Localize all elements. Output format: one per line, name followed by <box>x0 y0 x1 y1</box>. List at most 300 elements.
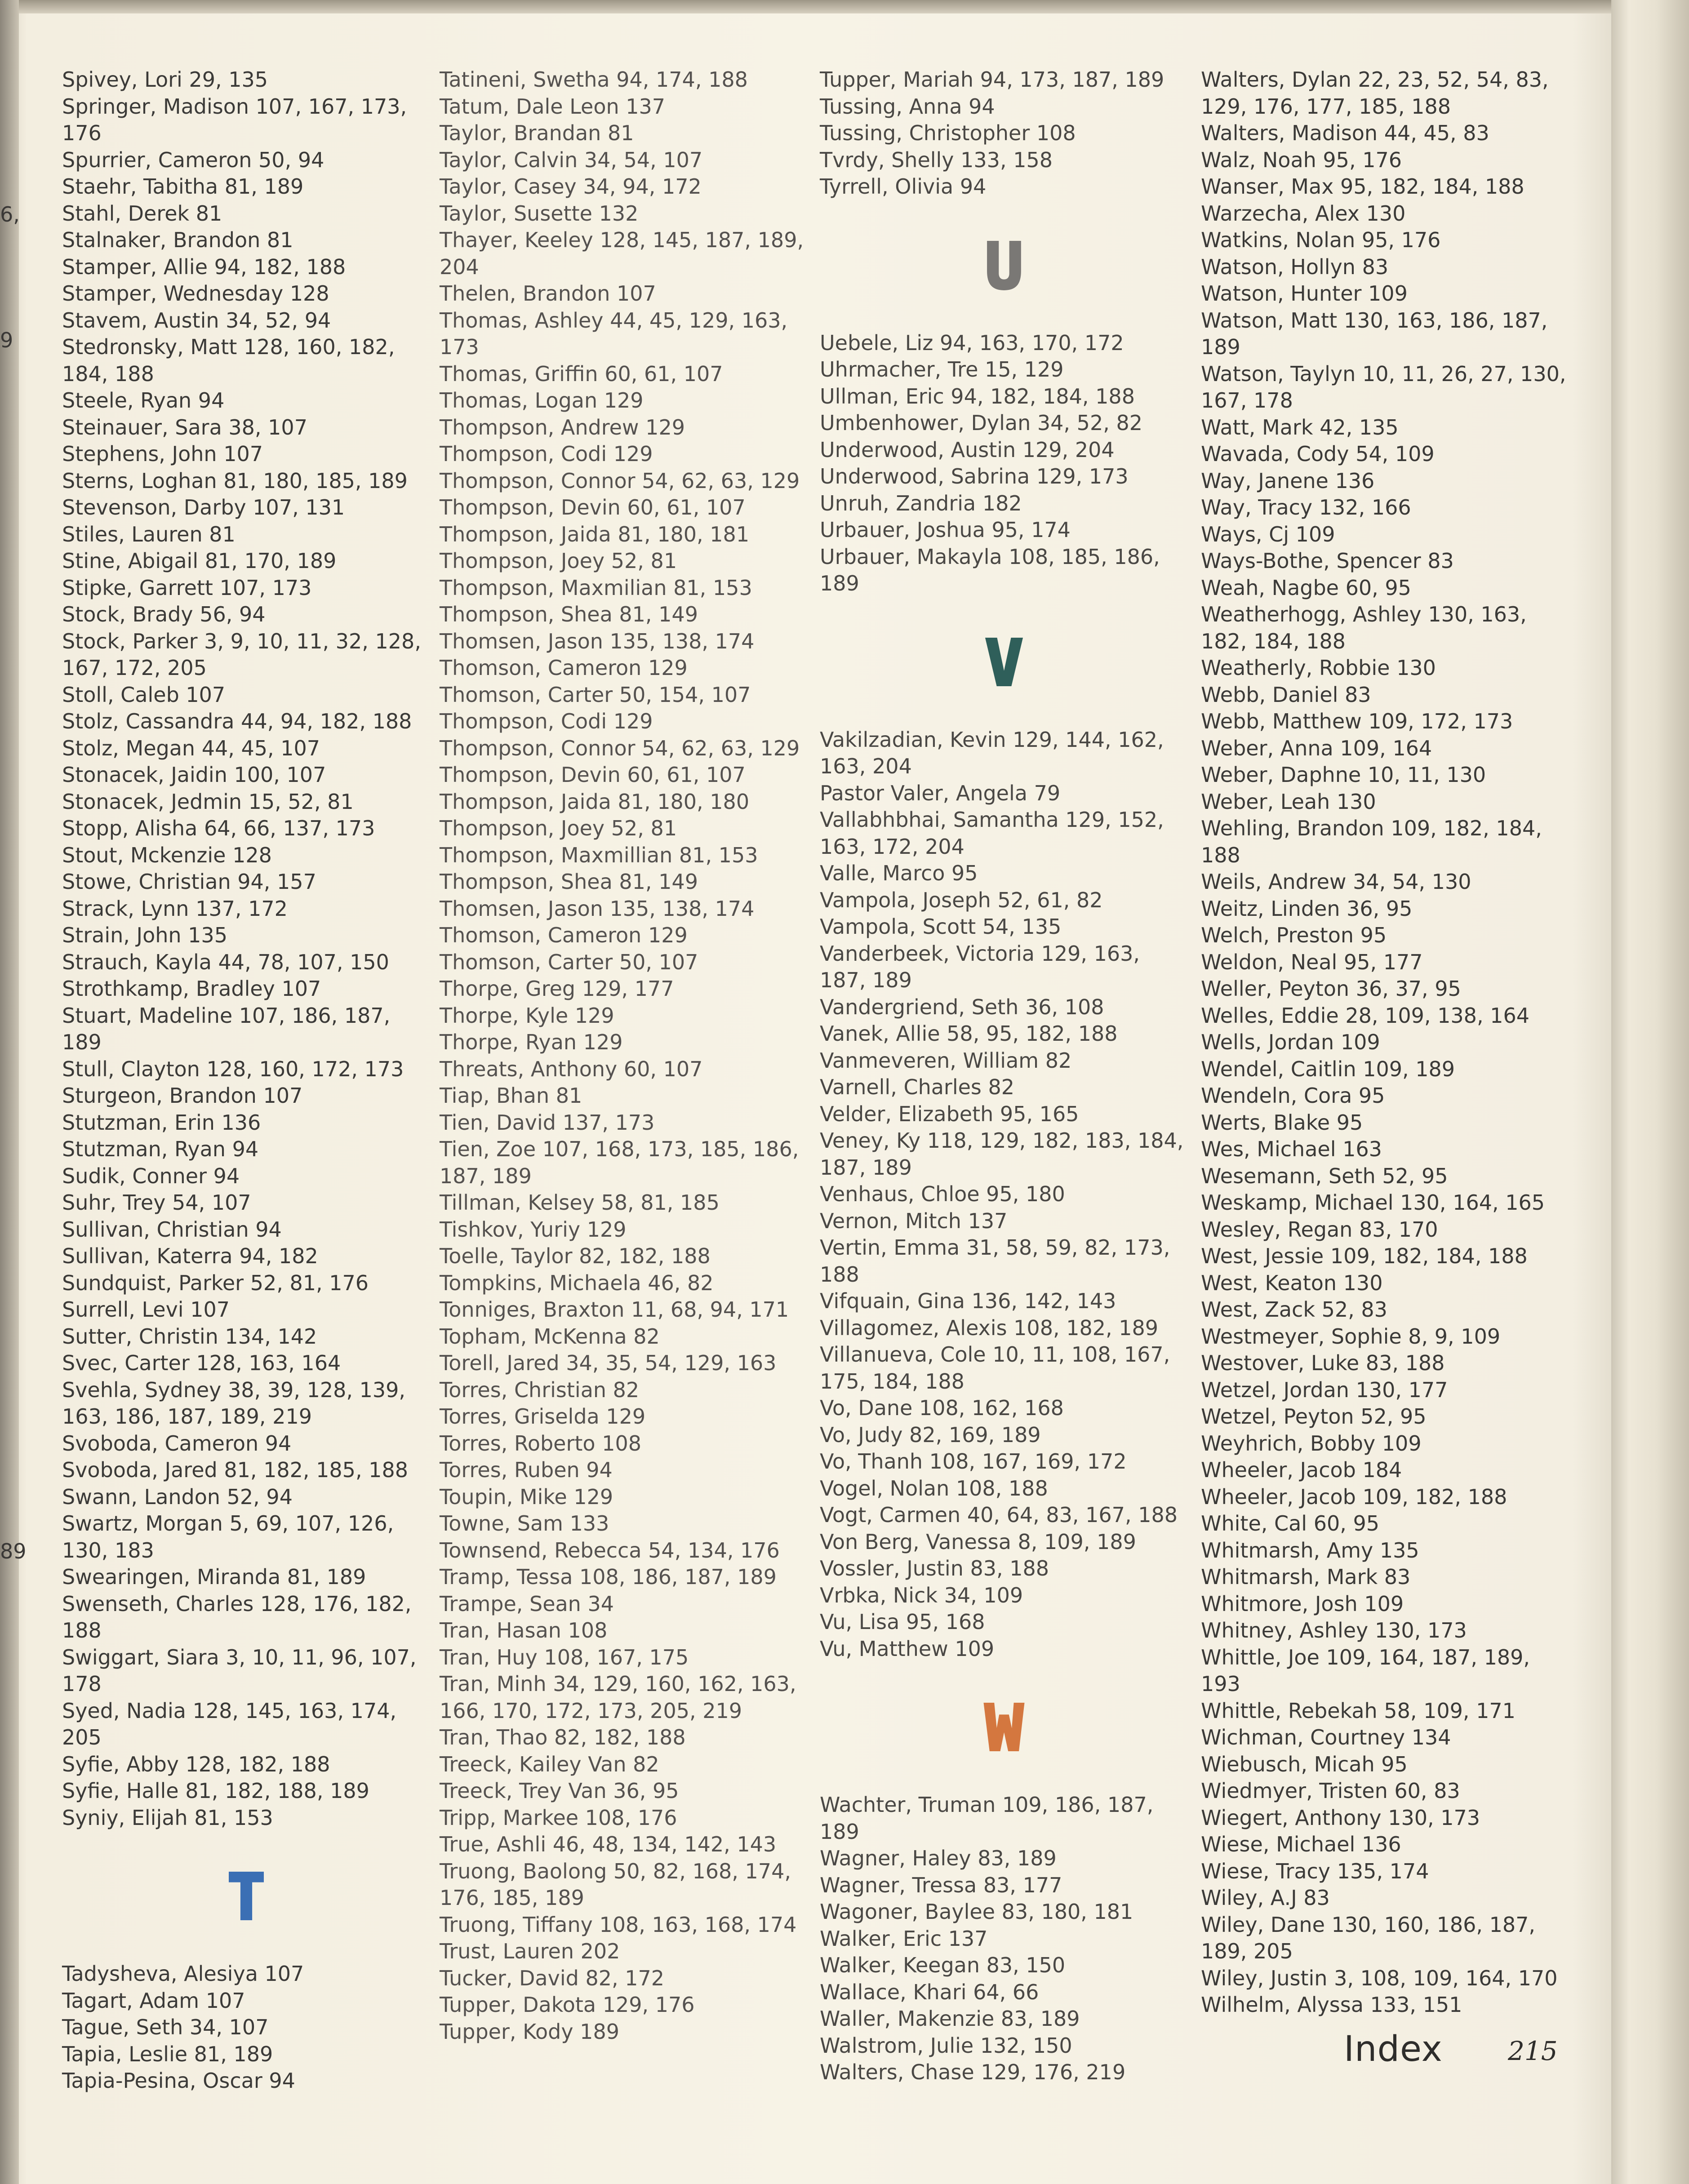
index-entry-list <box>1201 67 1569 2019</box>
index-entry-text: Svoboda, Jared 81, 182, 185, 188 <box>62 1458 408 1482</box>
index-entry <box>1201 1377 1569 1404</box>
index-entry <box>440 1270 808 1297</box>
index-entry <box>1201 254 1569 281</box>
index-entry <box>1201 1083 1569 1110</box>
index-entry <box>1201 1564 1569 1591</box>
index-entry <box>440 1296 808 1323</box>
index-entry <box>1201 976 1569 1003</box>
index-entry <box>62 1430 431 1457</box>
index-entry <box>440 1323 808 1350</box>
index-entry <box>62 414 431 441</box>
index-entry <box>1201 1110 1569 1136</box>
index-entry <box>1201 1296 1569 1323</box>
index-entry-text: Vertin, Emma 31, 58, 59, 82, 173, 188 <box>820 1235 1170 1287</box>
index-entry <box>440 227 808 280</box>
index-entry <box>820 517 1188 544</box>
index-entry <box>820 1395 1188 1422</box>
index-entry <box>440 1350 808 1377</box>
index-entry-text: Truong, Tiffany 108, 163, 168, 174 <box>440 1912 797 1937</box>
index-entry <box>440 1377 808 1404</box>
index-entry <box>820 2033 1188 2060</box>
index-entry <box>440 1591 808 1618</box>
index-entry-text: Umbenhower, Dylan 34, 52, 82 <box>820 411 1142 435</box>
index-entry-text: Watson, Taylyn 10, 11, 26, 27, 130, 167, 178 <box>1201 361 1566 413</box>
index-entry-text: Stock, Brady 56, 94 <box>62 602 266 626</box>
index-entry <box>820 1128 1188 1181</box>
index-entry-text: Webb, Daniel 83 <box>1201 682 1371 707</box>
index-entry <box>62 67 431 93</box>
index-entry <box>62 1003 431 1056</box>
page-number: 215 <box>1508 2036 1558 2066</box>
index-entry <box>820 544 1188 597</box>
index-entry-text: Topham, McKenna 82 <box>440 1324 660 1349</box>
index-entry <box>62 1243 431 1270</box>
index-entry <box>440 173 808 200</box>
index-entry <box>62 1377 431 1430</box>
index-entry-text: Tatineni, Swetha 94, 174, 188 <box>440 67 748 92</box>
index-entry-text: Tiap, Bhan 81 <box>440 1083 582 1108</box>
index-entry-list <box>820 727 1188 1663</box>
index-entry-text: Suhr, Trey 54, 107 <box>62 1190 251 1215</box>
index-entry-text: Treeck, Kailey Van 82 <box>440 1752 659 1776</box>
index-entry <box>62 1350 431 1377</box>
index-entry-text: Thomas, Logan 129 <box>440 388 644 413</box>
index-entry-text: Torres, Roberto 108 <box>440 1431 641 1456</box>
index-entry <box>1201 200 1569 227</box>
index-entry-text: Toelle, Taylor 82, 182, 188 <box>440 1244 711 1268</box>
index-entry <box>1201 1858 1569 1885</box>
index-entry-text: Thompson, Shea 81, 149 <box>440 870 698 894</box>
index-entry <box>1201 762 1569 789</box>
index-entry-text: Watson, Matt 130, 163, 186, 187, 189 <box>1201 308 1548 359</box>
index-entry-text: Torres, Christian 82 <box>440 1377 640 1402</box>
index-entry <box>62 601 431 628</box>
section-footer-label: Index <box>1344 2029 1443 2069</box>
index-entry-text: Syed, Nadia 128, 145, 163, 174, 205 <box>62 1698 397 1749</box>
index-entry <box>440 1778 808 1805</box>
index-entry-text: Wiese, Michael 136 <box>1201 1832 1401 1856</box>
index-entry <box>1201 1510 1569 1537</box>
index-entry <box>820 914 1188 941</box>
index-entry-text: Stock, Parker 3, 9, 10, 11, 32, 128, 167, 172, 205 <box>62 629 421 680</box>
index-entry <box>440 93 808 120</box>
index-entry-text: Wendeln, Cora 95 <box>1201 1083 1385 1108</box>
index-entry <box>440 1510 808 1537</box>
index-entry-text: Vampola, Scott 54, 135 <box>820 914 1062 939</box>
index-entry <box>820 383 1188 410</box>
index-entry-text: West, Keaton 130 <box>1201 1270 1383 1295</box>
index-entry-text: Stutzman, Erin 136 <box>62 1110 261 1135</box>
index-entry-text: Vrbka, Nick 34, 109 <box>820 1583 1023 1607</box>
index-entry-text: Vossler, Justin 83, 188 <box>820 1556 1049 1580</box>
index-entry <box>820 1792 1188 1845</box>
letter-u-icon: U <box>985 230 1023 303</box>
index-entry-text: Syfie, Halle 81, 182, 188, 189 <box>62 1779 369 1803</box>
index-entry-text: Veney, Ky 118, 129, 182, 183, 184, 187, 189 <box>820 1128 1184 1180</box>
index-entry <box>1201 441 1569 468</box>
index-entry-text: Weber, Leah 130 <box>1201 789 1376 814</box>
index-entry-text: Swartz, Morgan 5, 69, 107, 126, 130, 183 <box>62 1511 394 1563</box>
index-entry <box>820 727 1188 780</box>
index-entry-text: Wiegert, Anthony 130, 173 <box>1201 1805 1480 1830</box>
index-entry-text: Tupper, Dakota 129, 176 <box>440 1993 695 2017</box>
index-entry <box>62 307 431 334</box>
index-entry <box>1201 869 1569 896</box>
index-entry <box>1201 361 1569 414</box>
index-entry <box>820 2006 1188 2033</box>
index-entry-text: Tompkins, Michaela 46, 82 <box>440 1270 714 1295</box>
index-entry <box>1201 1885 1569 1912</box>
index-entry-text: Strack, Lynn 137, 172 <box>62 896 288 921</box>
index-entry-text: Thorpe, Ryan 129 <box>440 1030 623 1054</box>
index-entry-text: Stonacek, Jaidin 100, 107 <box>62 763 326 787</box>
index-entry-text: Waller, Makenzie 83, 189 <box>820 2006 1080 2031</box>
index-entry-text: Ways-Bothe, Spencer 83 <box>1201 549 1454 573</box>
index-entry <box>440 1430 808 1457</box>
index-entry-text: Thompson, Connor 54, 62, 63, 129 <box>440 468 800 493</box>
index-entry-text: Sullivan, Christian 94 <box>62 1217 282 1242</box>
index-entry <box>1201 494 1569 521</box>
index-entry <box>62 387 431 414</box>
index-entry <box>62 1988 431 2015</box>
index-entry-text: Whittle, Joe 109, 164, 187, 189, 193 <box>1201 1645 1530 1696</box>
index-entry-text: Wetzel, Jordan 130, 177 <box>1201 1377 1448 1402</box>
index-entry <box>1201 1457 1569 1484</box>
index-entry <box>62 1510 431 1564</box>
index-entry-text: Trust, Lauren 202 <box>440 1939 620 1963</box>
index-entry-text: Urbauer, Makayla 108, 185, 186, 189 <box>820 544 1160 595</box>
index-entry <box>820 1448 1188 1475</box>
index-entry-text: Whitney, Ashley 130, 173 <box>1201 1618 1467 1642</box>
index-entry-text: Stedronsky, Matt 128, 160, 182, 184, 188 <box>62 335 395 386</box>
index-entry <box>62 869 431 896</box>
section-letter-t <box>62 1861 431 1934</box>
index-entry <box>440 387 808 414</box>
index-entry-text: Truong, Baolong 50, 82, 168, 174, 176, 185, 189 <box>440 1859 791 1910</box>
index-entry-text: Vallabhbhai, Samantha 129, 152, 163, 172, 204 <box>820 808 1164 859</box>
index-entry <box>62 628 431 682</box>
index-entry-text: Sterns, Loghan 81, 180, 185, 189 <box>62 468 408 493</box>
index-entry-text: Wiley, A.J 83 <box>1201 1886 1330 1910</box>
index-entry <box>820 860 1188 887</box>
index-entry <box>440 896 808 923</box>
index-entry-text: Westover, Luke 83, 188 <box>1201 1351 1445 1375</box>
index-entry-text: Weyhrich, Bobby 109 <box>1201 1431 1422 1456</box>
index-entry-text: Welch, Preston 95 <box>1201 923 1387 947</box>
facing-page-number-fragment: 89 <box>0 1539 27 1563</box>
index-entry <box>62 254 431 281</box>
index-entry <box>820 941 1188 994</box>
index-entry <box>62 976 431 1003</box>
index-entry-text: Vampola, Joseph 52, 61, 82 <box>820 888 1103 912</box>
index-entry <box>1201 1003 1569 1030</box>
index-entry <box>62 200 431 227</box>
section-letter-u <box>820 230 1188 303</box>
index-entry-text: Trampe, Sean 34 <box>440 1591 614 1616</box>
index-entry-text: Vakilzadian, Kevin 129, 144, 162, 163, 204 <box>820 727 1164 778</box>
index-entry <box>440 1003 808 1030</box>
index-entry-text: Wagoner, Baylee 83, 180, 181 <box>820 1900 1133 1924</box>
index-entry-text: Wichman, Courtney 134 <box>1201 1725 1451 1749</box>
index-entry <box>1201 414 1569 441</box>
index-entry <box>440 494 808 521</box>
index-entry-text: Svehla, Sydney 38, 39, 128, 139, 163, 186, 187, 189, 219 <box>62 1377 406 1429</box>
index-entry-text: Watson, Hunter 109 <box>1201 281 1408 306</box>
index-entry-list <box>820 67 1188 200</box>
index-entry-text: Welles, Eddie 28, 109, 138, 164 <box>1201 1003 1529 1028</box>
index-entry <box>1201 1644 1569 1698</box>
index-entry-text: Thompson, Codi 129 <box>440 442 653 466</box>
index-entry <box>820 93 1188 120</box>
index-entry-text: Wanser, Max 95, 182, 184, 188 <box>1201 174 1525 199</box>
index-entry-text: Thompson, Joey 52, 81 <box>440 549 677 573</box>
facing-page-number-fragment: 9 <box>0 328 13 352</box>
index-entry-text: West, Jessie 109, 182, 184, 188 <box>1201 1244 1528 1268</box>
index-entry <box>1201 468 1569 495</box>
index-entry <box>62 1110 431 1136</box>
index-entry-list <box>440 67 808 2045</box>
index-entry <box>62 441 431 468</box>
index-entry <box>1201 1056 1569 1083</box>
index-entry-text: Tran, Minh 34, 129, 160, 162, 163, 166, 170, 172, 173, 205, 219 <box>440 1672 796 1723</box>
index-entry <box>62 2041 431 2068</box>
index-entry-text: Valle, Marco 95 <box>820 861 978 885</box>
index-entry <box>62 708 431 735</box>
index-entry <box>1201 147 1569 174</box>
index-entry-text: Walz, Noah 95, 176 <box>1201 147 1402 172</box>
index-entry-text: Warzecha, Alex 130 <box>1201 201 1406 226</box>
index-entry-text: Weskamp, Michael 130, 164, 165 <box>1201 1190 1545 1215</box>
index-entry <box>1201 1591 1569 1618</box>
index-entry <box>820 1555 1188 1582</box>
index-entry-text: Swearingen, Miranda 81, 189 <box>62 1565 366 1589</box>
index-entry-text: Stowe, Christian 94, 157 <box>62 870 316 894</box>
index-entry <box>62 789 431 816</box>
index-entry <box>1201 521 1569 548</box>
index-column-3 <box>820 67 1188 2086</box>
index-entry <box>820 67 1188 93</box>
index-entry <box>62 1457 431 1484</box>
index-entry <box>440 575 808 602</box>
index-entry <box>1201 1484 1569 1511</box>
index-entry <box>62 227 431 254</box>
index-entry <box>440 468 808 495</box>
letter-t-icon: T <box>227 1861 266 1934</box>
index-entry <box>440 869 808 896</box>
letter-w-icon: W <box>985 1692 1023 1765</box>
index-entry <box>440 120 808 147</box>
index-entry <box>440 1110 808 1136</box>
index-entry <box>62 1484 431 1511</box>
index-entry-text: Uebele, Liz 94, 163, 170, 172 <box>820 330 1124 355</box>
index-entry-text: Varnell, Charles 82 <box>820 1075 1015 1099</box>
index-entry-text: Stalnaker, Brandon 81 <box>62 228 293 252</box>
index-entry-text: Walker, Keegan 83, 150 <box>820 1953 1066 1977</box>
index-entry <box>62 1190 431 1216</box>
index-entry-text: Tapia, Leslie 81, 189 <box>62 2042 273 2066</box>
index-entry <box>1201 1831 1569 1858</box>
index-entry-text: Vogt, Carmen 40, 64, 83, 167, 188 <box>820 1503 1178 1527</box>
index-entry-text: Tran, Hasan 108 <box>440 1618 608 1642</box>
index-entry-text: Thompson, Jaida 81, 180, 181 <box>440 522 750 546</box>
index-entry-list <box>820 330 1188 597</box>
index-entry <box>440 1029 808 1056</box>
index-entry-text: Thayer, Keeley 128, 145, 187, 189, 204 <box>440 228 804 279</box>
index-entry <box>440 1190 808 1216</box>
index-entry <box>1201 1778 1569 1805</box>
index-entry-text: Unruh, Zandria 182 <box>820 491 1022 515</box>
index-entry <box>820 330 1188 357</box>
index-entry-text: Steinauer, Sara 38, 107 <box>62 415 307 439</box>
index-entry-text: Stamper, Wednesday 128 <box>62 281 329 306</box>
index-entry <box>62 280 431 307</box>
index-entry <box>62 1805 431 1832</box>
index-entry-text: Vo, Dane 108, 162, 168 <box>820 1396 1064 1420</box>
index-entry-text: Tussing, Anna 94 <box>820 94 995 119</box>
index-entry <box>1201 815 1569 869</box>
index-entry <box>62 147 431 174</box>
index-entry-text: Thompson, Codi 129 <box>440 709 653 733</box>
index-entry-list <box>62 67 431 1831</box>
index-entry-text: Taylor, Calvin 34, 54, 107 <box>440 147 703 172</box>
index-entry-text: Wheeler, Jacob 109, 182, 188 <box>1201 1484 1507 1509</box>
index-entry <box>1201 1698 1569 1725</box>
index-entry <box>440 1457 808 1484</box>
index-entry-text: Thompson, Maxmillian 81, 153 <box>440 843 758 867</box>
index-entry-text: Wallace, Khari 64, 66 <box>820 1980 1039 2004</box>
index-entry <box>1201 735 1569 762</box>
index-entry <box>1201 280 1569 307</box>
index-entry <box>62 1136 431 1163</box>
index-entry <box>1201 896 1569 923</box>
index-entry <box>820 1609 1188 1636</box>
index-entry-text: Vu, Lisa 95, 168 <box>820 1610 985 1634</box>
index-entry <box>1201 949 1569 976</box>
index-entry-text: Tvrdy, Shelly 133, 158 <box>820 147 1053 172</box>
index-entry <box>1201 1350 1569 1377</box>
index-entry <box>440 280 808 307</box>
index-entry-text: Sudik, Conner 94 <box>62 1163 240 1188</box>
index-entry-text: White, Cal 60, 95 <box>1201 1511 1380 1536</box>
index-entry <box>820 1234 1188 1288</box>
index-entry-text: Whitmore, Josh 109 <box>1201 1591 1404 1616</box>
index-entry-text: Staehr, Tabitha 81, 189 <box>62 174 304 199</box>
index-entry <box>1201 227 1569 254</box>
index-entry <box>62 922 431 949</box>
index-entry <box>820 1926 1188 1953</box>
index-entry-text: Toupin, Mike 129 <box>440 1484 613 1509</box>
index-entry <box>820 2059 1188 2086</box>
index-entry-text: Stavem, Austin 34, 52, 94 <box>62 308 331 333</box>
index-entry <box>440 441 808 468</box>
index-entry-text: Tagart, Adam 107 <box>62 1988 245 2013</box>
index-entry-text: Strauch, Kayla 44, 78, 107, 150 <box>62 950 389 974</box>
index-entry-text: Villagomez, Alexis 108, 182, 189 <box>820 1315 1159 1340</box>
index-entry <box>62 1323 431 1350</box>
index-entry <box>820 173 1188 200</box>
index-entry-text: Thomas, Ashley 44, 45, 129, 163, 173 <box>440 308 788 359</box>
index-entry-text: Vifquain, Gina 136, 142, 143 <box>820 1289 1116 1313</box>
index-entry-text: Thompson, Maxmilian 81, 153 <box>440 575 752 600</box>
index-entry <box>1201 1537 1569 1564</box>
index-entry <box>1201 1163 1569 1190</box>
index-entry-text: Wesemann, Seth 52, 95 <box>1201 1163 1448 1188</box>
index-entry-text: Wiley, Justin 3, 108, 109, 164, 170 <box>1201 1966 1558 1990</box>
index-entry-text: Weatherly, Robbie 130 <box>1201 656 1436 680</box>
index-entry <box>1201 307 1569 361</box>
index-entry-text: Svoboda, Cameron 94 <box>62 1431 292 1456</box>
index-entry-text: Uhrmacher, Tre 15, 129 <box>820 357 1064 382</box>
index-entry-text: Walters, Dylan 22, 23, 52, 54, 83, 129, 176, 177, 185, 188 <box>1201 67 1549 119</box>
index-entry <box>1201 1323 1569 1350</box>
index-entry-text: Pastor Valer, Angela 79 <box>820 781 1061 805</box>
index-entry <box>440 1751 808 1778</box>
index-entry-text: Stine, Abigail 81, 170, 189 <box>62 549 337 573</box>
index-entry-text: Wiebusch, Micah 95 <box>1201 1752 1408 1776</box>
index-entry-text: Stutzman, Ryan 94 <box>62 1137 259 1161</box>
index-entry-text: Weitz, Linden 36, 95 <box>1201 896 1413 921</box>
index-entry-text: Wes, Michael 163 <box>1201 1137 1382 1161</box>
index-entry-text: Weldon, Neal 95, 177 <box>1201 950 1423 974</box>
index-entry <box>440 200 808 227</box>
index-entry <box>440 521 808 548</box>
index-entry <box>440 1831 808 1858</box>
index-entry <box>820 1048 1188 1074</box>
index-entry-text: Tishkov, Yuriy 129 <box>440 1217 627 1242</box>
index-entry <box>440 922 808 949</box>
index-entry <box>820 887 1188 914</box>
index-entry <box>1201 1403 1569 1430</box>
index-entry-text: Sullivan, Katerra 94, 182 <box>62 1244 318 1268</box>
index-entry <box>440 708 808 735</box>
index-entry <box>1201 1965 1569 1992</box>
index-entry <box>62 1751 431 1778</box>
index-entry <box>440 1938 808 1965</box>
index-entry-text: Thompson, Connor 54, 62, 63, 129 <box>440 736 800 760</box>
index-entry-text: Stoll, Caleb 107 <box>62 682 226 707</box>
index-entry-text: Thorpe, Greg 129, 177 <box>440 977 674 1001</box>
index-entry <box>1201 1216 1569 1243</box>
index-entry-text: Walstrom, Julie 132, 150 <box>820 2033 1072 2058</box>
index-entry <box>62 93 431 147</box>
index-entry <box>440 1724 808 1751</box>
index-entry <box>62 1698 431 1751</box>
index-entry <box>440 789 808 816</box>
index-entry-text: Surrell, Levi 107 <box>62 1297 230 1322</box>
index-entry <box>1201 708 1569 735</box>
index-entry <box>62 1644 431 1698</box>
index-entry <box>1201 1751 1569 1778</box>
index-entry-text: Vanek, Allie 58, 95, 182, 188 <box>820 1021 1118 1046</box>
left-page-edge <box>0 0 19 2184</box>
index-entry-text: Stolz, Cassandra 44, 94, 182, 188 <box>62 709 412 733</box>
index-entry <box>440 548 808 575</box>
index-entry <box>820 1021 1188 1048</box>
index-entry-text: Threats, Anthony 60, 107 <box>440 1056 703 1081</box>
index-entry-text: Walters, Madison 44, 45, 83 <box>1201 121 1489 145</box>
index-entry <box>62 815 431 842</box>
index-entry <box>820 1979 1188 2006</box>
index-entry-text: Velder, Elizabeth 95, 165 <box>820 1101 1079 1126</box>
index-entry-text: Syniy, Elijah 81, 153 <box>62 1805 273 1830</box>
index-entry-text: Tapia-Pesina, Oscar 94 <box>62 2069 295 2093</box>
index-entry-text: Weils, Andrew 34, 54, 130 <box>1201 870 1471 894</box>
index-entry <box>440 307 808 361</box>
index-entry <box>820 1582 1188 1609</box>
index-entry-text: Venhaus, Chloe 95, 180 <box>820 1182 1065 1206</box>
index-entry-text: Strothkamp, Bradley 107 <box>62 977 321 1001</box>
index-entry <box>440 361 808 388</box>
